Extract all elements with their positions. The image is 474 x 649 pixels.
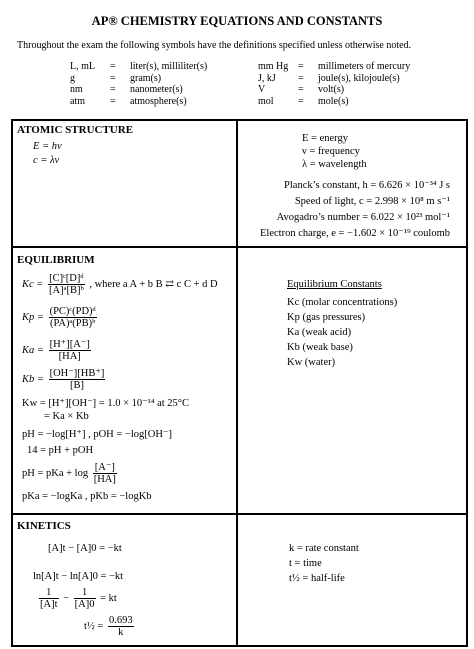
definition-symbol: J, kJ — [258, 72, 276, 84]
divider-center — [236, 119, 238, 647]
kc-numerator: [C]ᶜ[D]ᵈ — [49, 273, 84, 284]
henderson-lhs: pH = pKa + log — [22, 467, 89, 479]
definition-row — [258, 84, 410, 96]
kinetics-second-order — [37, 587, 117, 610]
atomic-var: λ = wavelength — [302, 159, 367, 170]
atomic-variables — [302, 132, 367, 171]
eq-kb — [22, 368, 107, 391]
equilibrium-constants-list — [287, 295, 397, 370]
definition-row — [258, 73, 410, 85]
eq-kw: Kw = [H⁺][OH⁻] = 1.0 × 10⁻¹⁴ at 25°C — [22, 398, 190, 409]
divider-atomic-equilibrium — [11, 246, 468, 248]
half-life-numerator: 0.693 — [108, 615, 133, 626]
definition-row — [70, 96, 207, 108]
kinetics-half-life — [84, 615, 136, 638]
definition-description: volt(s) — [318, 84, 345, 95]
definition-symbol: atm — [70, 95, 85, 107]
border-left — [11, 119, 13, 647]
definition-row — [258, 96, 410, 108]
half-life-lhs: t½ = — [84, 620, 104, 632]
constant-kp: Kp (gas pressures) — [287, 312, 366, 323]
kb-denominator: [B] — [70, 380, 84, 391]
kb-lhs: Kb = — [22, 373, 44, 385]
eq-ph-poh: pH = −log[H⁺] , pOH = −log[OH⁻] — [22, 429, 172, 440]
ka-numerator: [H⁺][A⁻] — [49, 339, 90, 350]
definition-equals: = — [110, 61, 116, 72]
eq-pka-pkb: pKa = −logKa , pKb = −logKb — [22, 491, 152, 502]
constant-electron-charge: Electron charge, e = −1.602 × 10⁻¹⁹ coulomb — [260, 228, 450, 239]
definition-symbol: g — [70, 72, 75, 84]
fraction-numerator: 1 — [39, 587, 59, 599]
henderson-numerator: [A⁻] — [93, 462, 117, 474]
kinetics-heading: KINETICS — [17, 520, 71, 532]
definition-description: millimeters of mercury — [318, 61, 411, 72]
equilibrium-constants-heading: Equilibrium Constants — [287, 279, 382, 290]
fraction-numerator: 1 — [74, 587, 96, 599]
definition-equals: = — [110, 84, 116, 95]
definition-description: gram(s) — [130, 72, 162, 84]
definition-row — [258, 61, 410, 73]
definition-description: liter(s), milliliter(s) — [130, 61, 208, 72]
definition-symbol: V — [258, 84, 266, 95]
second-order-rhs: = kt — [100, 592, 117, 604]
constant-kw: Kw (water) — [287, 357, 336, 368]
henderson-fraction — [93, 462, 117, 485]
kinetics-var: t = time — [289, 558, 322, 569]
divider-equilibrium-kinetics — [11, 513, 468, 515]
eq-kc — [22, 273, 218, 296]
constant-speed-of-light: Speed of light, c = 2.998 × 10⁸ m s⁻¹ — [294, 196, 450, 207]
second-order-fraction-1 — [39, 587, 59, 610]
kc-lhs: Kc = — [22, 278, 44, 290]
ka-denominator: [HA] — [58, 351, 81, 362]
kinetics-var: t½ = half-life — [289, 573, 345, 584]
atomic-constants — [260, 178, 450, 242]
definition-description: atmosphere(s) — [130, 95, 187, 107]
kp-numerator: (PC)ᶜ(PD)ᵈ — [49, 306, 96, 317]
fraction-denominator: [A]t — [40, 599, 58, 610]
definition-equals: = — [298, 61, 304, 72]
constant-kc: Kc (molar concentrations) — [287, 297, 398, 308]
eq-kp — [22, 306, 99, 329]
fraction-denominator: [A]0 — [74, 599, 95, 610]
kp-lhs: Kp = — [22, 311, 44, 323]
kp-denominator: (PA)ᵃ(PB)ᵇ — [49, 318, 96, 329]
definition-symbol: mol — [258, 95, 274, 107]
definition-row — [70, 84, 207, 96]
ka-fraction — [49, 339, 91, 362]
constant-planck: Planck’s constant, h = 6.626 × 10⁻³⁴ J s — [284, 180, 450, 191]
definition-equals: = — [298, 84, 304, 95]
eq-henderson — [22, 462, 119, 485]
half-life-fraction — [108, 615, 134, 638]
definition-equals: = — [110, 95, 116, 107]
kinetics-variables — [289, 541, 359, 586]
definition-description: joule(s), kilojoule(s) — [318, 72, 400, 84]
kb-numerator: [OH⁻][HB⁺] — [49, 368, 105, 379]
definition-description: mole(s) — [318, 95, 349, 107]
definition-description: nanometer(s) — [130, 84, 183, 95]
atomic-heading: ATOMIC STRUCTURE — [17, 124, 134, 136]
half-life-denominator: k — [118, 627, 124, 638]
atomic-var: ν = frequency — [302, 146, 360, 157]
definition-symbol: mm Hg — [258, 61, 289, 72]
definition-equals: = — [298, 95, 304, 107]
page-title: AP® CHEMISTRY EQUATIONS AND CONSTANTS — [91, 14, 383, 28]
kinetics-first-order: ln[A]t − ln[A]0 = −kt — [33, 571, 124, 582]
equilibrium-heading: EQUILIBRIUM — [17, 254, 95, 266]
definition-symbol: nm — [70, 84, 83, 95]
definitions-left — [70, 61, 207, 107]
kinetics-zero-order: [A]t − [A]0 = −kt — [48, 543, 122, 554]
kb-fraction — [49, 368, 106, 391]
atomic-eq-energy: E = hν — [33, 141, 62, 152]
definition-row — [70, 73, 207, 85]
henderson-denominator: [HA] — [93, 474, 116, 485]
definitions-right — [258, 61, 410, 107]
atomic-var: E = energy — [302, 133, 348, 144]
minus-sign: − — [63, 592, 70, 604]
second-order-fraction-2 — [74, 587, 96, 610]
border-right — [466, 119, 468, 647]
divider-top — [11, 119, 468, 121]
constant-ka: Ka (weak acid) — [287, 327, 352, 338]
kc-fraction — [48, 273, 85, 296]
intro-text: Throughout the exam the following symbols have the definitions specified unless otherwise noted. — [17, 40, 412, 51]
eq-ka — [22, 339, 93, 362]
definition-equals: = — [110, 72, 116, 84]
definition-equals: = — [298, 72, 304, 84]
kinetics-var: k = rate constant — [289, 543, 359, 554]
definition-symbol: L, mL — [70, 61, 95, 72]
definition-row — [70, 61, 207, 73]
constant-avogadro: Avogadro’s number = 6.022 × 10²³ mol⁻¹ — [276, 212, 450, 223]
ka-lhs: Ka = — [22, 344, 44, 356]
eq-ph-sum: 14 = pH + pOH — [27, 445, 94, 456]
constant-kb: Kb (weak base) — [287, 342, 353, 353]
eq-kw-product: = Ka × Kb — [44, 411, 89, 422]
kp-fraction — [49, 306, 97, 329]
kc-where: , where a A + b B ⇄ c C + d D — [89, 278, 218, 290]
divider-bottom — [11, 645, 468, 647]
atomic-eq-light: c = λν — [33, 155, 60, 166]
kc-denominator: [A]ᵃ[B]ᵇ — [49, 285, 84, 296]
